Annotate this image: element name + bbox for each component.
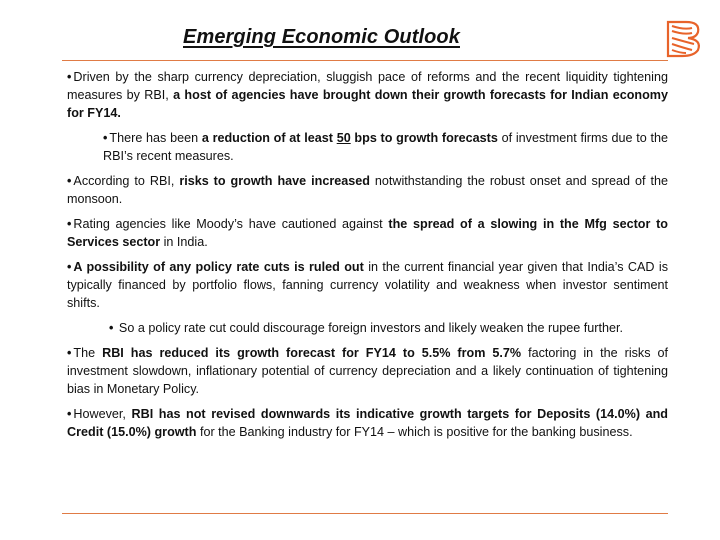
p3-text: According to RBI,: [73, 174, 180, 188]
p2-text: There has been: [109, 131, 202, 145]
p1-text: Driven by the sharp currency depreciation, sluggish pace of reforms and the recent liquidity tightening measures by RBI,: [67, 70, 668, 102]
bullet-paragraph-5: [67, 344, 668, 398]
p7-text: The: [73, 346, 103, 360]
bullet-paragraph-4: [67, 258, 668, 312]
bank-of-baroda-logo-icon: [662, 16, 706, 60]
bullet-glyph: •: [67, 174, 72, 188]
slide-title: Emerging Economic Outlook: [183, 26, 460, 48]
top-divider: [62, 60, 668, 61]
bullet-glyph: •: [67, 217, 72, 231]
bullet-paragraph-1: [67, 68, 668, 122]
bullet-paragraph-6: [67, 405, 668, 441]
p8-text: However,: [73, 407, 132, 421]
p4-emphasis: the spread of a slowing in the Mfg sector to Services sector: [67, 217, 668, 249]
p2-emphasis-2: bps to growth forecasts: [350, 131, 498, 145]
p2-text-2: of investment firms due to the RBI’s recent measures.: [103, 131, 668, 163]
sub-bullet-paragraph-1: [103, 129, 668, 165]
p3-emphasis: risks to growth have increased: [179, 174, 370, 188]
sub-bullet-paragraph-2: [109, 319, 668, 337]
p6-text: So a policy rate cut could discourage foreign investors and likely weaken the rupee further.: [118, 321, 623, 335]
p3-text-2: notwithstanding the robust onset and spread of the monsoon.: [67, 174, 668, 206]
p8-text-2: for the Banking industry for FY14 – which is positive for the banking business.: [196, 425, 633, 439]
bullet-glyph: •: [103, 131, 108, 145]
bullet-paragraph-2: [67, 172, 668, 208]
p5-text: in the current financial year given that India’s CAD is typically financed by portfolio flows, fanning currency volatility and weakness when investor sentiment shifts.: [67, 260, 668, 310]
p7-text-2: factoring in the risks of investment slowdown, inflationary potential of currency depreciation and a likely continuation of tightening bias in Monetary Policy.: [67, 346, 669, 396]
bullet-glyph: •: [67, 346, 72, 360]
bullet-glyph: •: [67, 70, 72, 84]
bullet-paragraph-3: [67, 215, 668, 251]
p2-emphasis: a reduction of at least: [201, 131, 337, 145]
bullet-glyph: •: [109, 321, 114, 335]
content-body: [67, 68, 668, 448]
p5-emphasis: A possibility of any policy rate cuts is ruled out: [73, 260, 364, 274]
p2-number: 50: [336, 131, 351, 145]
bottom-divider: [62, 513, 668, 514]
p8-emphasis: RBI has not revised downwards its indicative growth targets for Deposits (14.0%) and Credit (15.0%) growth: [67, 407, 668, 439]
p4-text-2: in India.: [160, 235, 208, 249]
bullet-glyph: •: [67, 260, 72, 274]
p1-emphasis: a host of agencies have brought down their growth forecasts for Indian economy for FY14.: [67, 88, 669, 120]
p7-emphasis: RBI has reduced its growth forecast for FY14 to 5.5% from 5.7%: [102, 346, 522, 360]
p4-text: Rating agencies like Moody’s have cautioned against: [73, 217, 389, 231]
bullet-glyph: •: [67, 407, 72, 421]
